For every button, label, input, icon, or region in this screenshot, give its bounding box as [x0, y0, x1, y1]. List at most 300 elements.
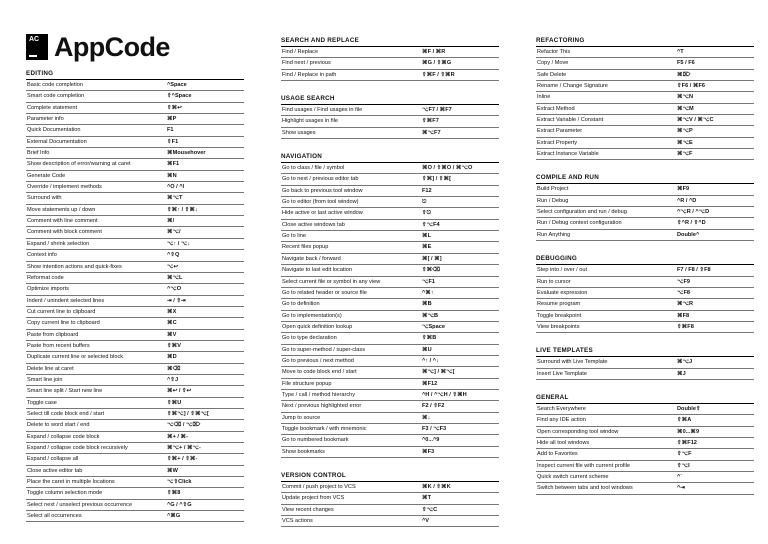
shortcut-row	[26, 500, 244, 511]
shortcut-keys: ⌘⌥J	[677, 359, 693, 366]
shortcut-row	[26, 227, 244, 238]
action-label: Override / implement methods	[27, 184, 102, 191]
shortcut-row	[281, 447, 499, 458]
shortcut-row	[536, 322, 754, 333]
action-label: Copy current line to clipboard	[27, 320, 100, 327]
shortcut-keys: ⌘F8	[677, 312, 690, 319]
shortcut-keys: F12	[422, 187, 432, 194]
shortcut-keys: ⌘⌥V / ⌘⌥C	[677, 117, 714, 124]
shortcut-keys: ⌘F12	[422, 380, 438, 387]
appcode-logo-icon	[26, 34, 48, 60]
shortcut-row	[281, 379, 499, 390]
shortcut-row	[536, 472, 754, 483]
shortcut-keys: ⌘⌥E	[677, 139, 693, 146]
shortcut-keys: ⌘⌥F7	[422, 129, 441, 136]
shortcut-keys: ^⌥R / ^⌥D	[677, 209, 710, 216]
shortcut-keys: ⌘↓	[422, 414, 431, 421]
shortcut-keys: ⌘⌥/	[167, 229, 181, 236]
shortcut-row	[536, 311, 754, 322]
shortcut-keys: ^G / ^⇧G	[167, 501, 192, 508]
shortcut-keys: ⌘⌦	[677, 71, 691, 78]
shortcut-keys: ⌘⌥R	[677, 301, 694, 308]
shortcut-row	[536, 357, 754, 368]
shortcut-keys: ⇧⌘↑ / ⇧⌘↓	[167, 206, 198, 213]
shortcut-keys: ⇥ / ⇧⇥	[167, 297, 186, 304]
shortcut-keys: ⌘D	[167, 354, 177, 361]
shortcut-row	[281, 345, 499, 356]
shortcut-row	[26, 114, 244, 125]
shortcut-row	[281, 105, 499, 116]
section-title: REFACTORING	[536, 37, 754, 47]
shortcut-keys: ⌘P	[167, 116, 177, 123]
action-label: Select next / unselect previous occurrence	[27, 501, 133, 508]
action-label: Complete statement	[27, 104, 78, 111]
shortcut-row	[281, 116, 499, 127]
shortcut-row	[281, 401, 499, 412]
shortcut-row	[281, 163, 499, 174]
action-label: Inspect current file with current profile	[537, 462, 630, 469]
shortcut-row	[281, 435, 499, 446]
shortcut-row	[26, 193, 244, 204]
shortcut-keys: ⌘F9	[677, 186, 690, 193]
action-label: Find usages / Find usages in file	[282, 107, 363, 114]
action-label: Parameter info	[27, 116, 64, 123]
shortcut-row	[26, 307, 244, 318]
logo-mark-text: AC	[29, 36, 40, 43]
shortcut-row	[26, 443, 244, 454]
shortcut-keys: ⌥F9	[677, 278, 690, 285]
shortcut-row	[26, 250, 244, 261]
shortcut-row	[536, 58, 754, 69]
shortcut-keys: ^`	[677, 473, 683, 480]
shortcut-row	[536, 92, 754, 103]
shortcut-row	[536, 299, 754, 310]
section-debugging	[536, 255, 754, 333]
action-label: Run to cursor	[537, 278, 571, 285]
action-label: Move statements up / down	[27, 206, 96, 213]
shortcut-keys: ⌘W	[167, 467, 178, 474]
section-title: EDITING	[26, 70, 244, 80]
shortcut-keys: ^0...^9	[422, 437, 440, 444]
action-label: Run / Debug context configuration	[537, 220, 622, 227]
shortcut-row	[281, 367, 499, 378]
shortcut-row	[281, 128, 499, 139]
action-label: Refactor This	[537, 49, 571, 55]
shortcut-row	[26, 466, 244, 477]
action-label: Find next / previous	[282, 60, 331, 67]
shortcut-keys: ⌘F / ⌘R	[422, 49, 446, 55]
shortcut-keys: ⌘J	[677, 370, 686, 377]
action-label: Place the caret in multiple locations	[27, 479, 115, 486]
shortcut-keys: ^T	[677, 49, 684, 55]
shortcut-row	[26, 239, 244, 250]
shortcut-row	[281, 505, 499, 516]
shortcut-keys: ⌘N	[167, 172, 177, 179]
action-label: Go to next / previous editor tab	[282, 176, 359, 183]
shortcut-keys: ⌘L	[422, 233, 432, 240]
shortcut-row	[536, 207, 754, 218]
action-label: Switch between tabs and tool windows	[537, 485, 633, 492]
action-label: Hide active or last active window	[282, 210, 363, 217]
shortcut-row	[26, 420, 244, 431]
shortcut-keys: ⇧⌥F	[677, 451, 692, 458]
shortcut-row	[536, 449, 754, 460]
shortcut-keys: ⇧⌘⌥] / ⇧⌘⌥[	[167, 410, 209, 417]
shortcut-keys: ^R / ^D	[677, 197, 697, 204]
shortcut-row	[26, 352, 244, 363]
action-label: View recent changes	[282, 506, 334, 513]
action-label: Run Anything	[537, 231, 571, 238]
action-label: Step into / over / out	[537, 267, 588, 274]
shortcut-keys: ⇧F6 / ⌘F6	[677, 83, 705, 90]
shortcut-row	[281, 333, 499, 344]
shortcut-row	[536, 415, 754, 426]
shortcut-row	[26, 386, 244, 397]
action-label: Next / previous highlighted error	[282, 403, 362, 410]
shortcut-keys: ⌘⌥N	[677, 94, 694, 101]
shortcut-row	[536, 369, 754, 380]
shortcut-row	[536, 265, 754, 276]
action-label: Toggle breakpoint	[537, 312, 582, 319]
shortcut-row	[26, 432, 244, 443]
shortcut-row	[281, 288, 499, 299]
shortcut-row	[26, 171, 244, 182]
section-title: LIVE TEMPLATES	[536, 347, 754, 357]
shortcut-row	[536, 438, 754, 449]
shortcut-keys: ⌘⌥L	[167, 274, 183, 281]
shortcut-row	[536, 218, 754, 229]
shortcut-keys: ⇧⌘U	[167, 399, 182, 406]
action-label: View breakpoints	[537, 323, 580, 330]
shortcut-keys: ⌘↩ / ⇧↩	[167, 388, 192, 395]
shortcut-row	[26, 148, 244, 159]
shortcut-keys: ⇧⎋	[422, 210, 432, 217]
shortcut-row	[281, 186, 499, 197]
action-label: Show description of error/warning at caret	[27, 161, 131, 168]
action-label: Paste from clipboard	[27, 331, 79, 338]
shortcut-row	[281, 70, 499, 81]
action-label: Expand / shrink selection	[27, 240, 90, 247]
shortcut-row	[281, 516, 499, 527]
action-label: Optimize imports	[27, 286, 69, 293]
shortcut-keys: ⌥⇧Click	[167, 479, 192, 486]
shortcut-keys: ⇧⌘B	[422, 335, 437, 342]
shortcut-row	[536, 70, 754, 81]
shortcut-row	[281, 242, 499, 253]
shortcut-row	[281, 390, 499, 401]
shortcut-row	[536, 81, 754, 92]
action-label: Close active windows tab	[282, 221, 345, 228]
shortcut-keys: ⌥Space	[422, 323, 445, 330]
shortcut-row	[281, 311, 499, 322]
shortcut-keys: ⇧⌘⌫	[422, 267, 441, 274]
section-live-templates	[536, 347, 754, 380]
action-label: Run / Debug	[537, 197, 569, 204]
shortcut-keys: ⇧⌘↩	[167, 104, 182, 111]
shortcut-keys: ⌥⌫ / ⌥⌦	[167, 422, 201, 429]
action-label: Show intention actions and quick-fixes	[27, 263, 122, 270]
shortcut-row	[536, 115, 754, 126]
column-middle	[281, 37, 499, 541]
action-label: Expand / collapse code block	[27, 433, 100, 440]
shortcut-row	[281, 208, 499, 219]
shortcut-row	[26, 375, 244, 386]
shortcut-keys: ⌘+ / ⌘-	[167, 433, 188, 440]
section-title: VERSION CONTROL	[281, 472, 499, 482]
shortcut-row	[281, 231, 499, 242]
shortcut-row	[281, 277, 499, 288]
shortcut-keys: ⌘T	[422, 495, 432, 502]
section-compile-and-run	[536, 174, 754, 241]
shortcut-keys: ⌥F7 / ⌘F7	[422, 107, 452, 114]
shortcut-row	[536, 461, 754, 472]
action-label: Safe Delete	[537, 71, 567, 78]
shortcut-keys: ⌥↩	[167, 263, 179, 270]
section-title: COMPILE AND RUN	[536, 174, 754, 184]
shortcut-row	[26, 454, 244, 465]
action-label: Update project from VCS	[282, 495, 345, 502]
action-label: Recent files popup	[282, 244, 329, 251]
shortcut-keys: ⌘⌫	[167, 365, 181, 372]
action-label: Open corresponding tool window	[537, 428, 619, 435]
shortcut-keys: ⇧⌘F12	[677, 439, 697, 446]
shortcut-row	[26, 262, 244, 273]
column-right	[536, 37, 754, 509]
shortcut-row	[26, 284, 244, 295]
shortcut-keys: F1	[167, 127, 174, 134]
shortcut-row	[536, 288, 754, 299]
shortcut-keys: ⌘⌥] / ⌘⌥[	[422, 369, 455, 376]
action-label: Go to class / file / symbol	[282, 165, 345, 172]
shortcut-row	[536, 230, 754, 241]
action-label: Delete line at caret	[27, 365, 74, 372]
shortcut-keys: ⌘E	[422, 244, 432, 251]
shortcut-row	[26, 398, 244, 409]
section-editing	[26, 70, 244, 522]
shortcut-keys: ⌘/	[167, 218, 175, 225]
shortcut-row	[536, 138, 754, 149]
logo	[26, 32, 170, 62]
action-label: Add to Favorites	[537, 451, 578, 458]
action-label: Quick Documentation	[27, 127, 81, 134]
action-label: Select configuration and run / debug	[537, 209, 627, 216]
action-label: Build Project	[537, 186, 569, 193]
shortcut-keys: ⌘[ / ⌘]	[422, 255, 442, 262]
action-label: Extract Property	[537, 139, 578, 146]
action-label: Go to implementation(s)	[282, 312, 342, 319]
shortcut-row	[281, 197, 499, 208]
shortcut-row	[281, 220, 499, 231]
action-label: Go to previous / next method	[282, 357, 354, 364]
action-label: Commit / push project to VCS	[282, 484, 356, 490]
section-search-and-replace	[281, 37, 499, 81]
shortcut-keys: ^⇧J	[167, 376, 179, 383]
shortcut-row	[536, 196, 754, 207]
shortcut-row	[26, 488, 244, 499]
shortcut-row	[536, 104, 754, 115]
shortcut-keys: ⇧⌘] / ⇧⌘[	[422, 176, 451, 183]
logo-name: AppCode	[54, 32, 170, 62]
action-label: Expand / collapse all	[27, 456, 79, 463]
action-label: Evaluate expression	[537, 289, 588, 296]
action-label: Highlight usages in file	[282, 118, 338, 125]
shortcut-keys: F7 / F8 / ⇧F8	[677, 267, 711, 274]
action-label: Navigate back / forward	[282, 255, 341, 262]
column-left	[26, 70, 244, 536]
shortcut-row	[281, 356, 499, 367]
shortcut-keys: ⇧^Space	[167, 93, 192, 100]
action-label: Reformat code	[27, 274, 64, 281]
shortcut-keys: ⇧⌘F8	[677, 323, 694, 330]
shortcut-keys: ⌘Mousehover	[167, 150, 206, 157]
action-label: Move to code block end / start	[282, 369, 357, 376]
shortcut-keys: ⌘⌥P	[677, 128, 693, 135]
shortcut-row	[26, 137, 244, 148]
shortcut-keys: F3 / ⌥F3	[422, 425, 447, 432]
shortcut-row	[536, 47, 754, 58]
action-label: Quick switch current scheme	[537, 473, 609, 480]
shortcut-keys: ^⌥O	[167, 286, 182, 293]
action-label: Rename / Change Signature	[537, 83, 608, 90]
shortcut-keys: ⇧⌥F4	[422, 221, 440, 228]
shortcut-keys: ⇧⌥I	[677, 462, 690, 469]
section-title: NAVIGATION	[281, 153, 499, 163]
shortcut-keys: ⌘⌥T	[167, 195, 183, 202]
shortcut-keys: ⌥F8	[677, 289, 690, 296]
shortcut-row	[281, 424, 499, 435]
shortcut-keys: ⌘G / ⇧⌘G	[422, 60, 452, 67]
action-label: Select current file or symbol in any view	[282, 278, 381, 285]
shortcut-keys: ⌘⌥+ / ⌘⌥-	[167, 445, 201, 451]
action-label: Find / Replace	[282, 49, 319, 55]
shortcut-keys: ^⌘↑	[422, 289, 434, 296]
shortcut-keys: ^O / ^I	[167, 184, 185, 191]
shortcut-row	[281, 493, 499, 504]
shortcut-row	[26, 364, 244, 375]
action-label: Go to numbered bookmark	[282, 437, 349, 444]
shortcut-keys: Double⇧	[677, 405, 701, 412]
shortcut-row	[26, 477, 244, 488]
shortcut-row	[281, 265, 499, 276]
shortcut-keys: ^⇥	[677, 485, 685, 492]
shortcut-row	[26, 273, 244, 284]
action-label: Go to editor (from tool window)	[282, 199, 359, 206]
action-label: Show usages	[282, 129, 316, 136]
section-title: USAGE SEARCH	[281, 95, 499, 105]
action-label: Brief Info	[27, 150, 50, 157]
shortcut-row	[536, 277, 754, 288]
action-label: Delete to word start / end	[27, 422, 90, 429]
shortcut-keys: ⇧⌘F / ⇧⌘R	[422, 71, 455, 78]
action-label: Toggle case	[27, 399, 57, 406]
shortcut-keys: ⌘K / ⇧⌘K	[422, 484, 451, 490]
shortcut-keys: F5 / F6	[677, 60, 695, 67]
section-usage-search	[281, 95, 499, 139]
action-label: Cut current line to clipboard	[27, 308, 96, 315]
action-label: Paste from recent buffers	[27, 342, 90, 349]
section-title: DEBUGGING	[536, 255, 754, 265]
shortcut-keys: ⌘V	[167, 331, 177, 338]
shortcut-keys: ⇧⌘V	[167, 342, 182, 349]
shortcut-keys: ⌘U	[422, 346, 432, 353]
shortcut-row	[26, 91, 244, 102]
shortcut-row	[26, 125, 244, 136]
shortcut-keys: ⌥↑ / ⌥↓	[167, 240, 191, 247]
action-label: Search Everywhere	[537, 405, 586, 412]
action-label: Context info	[27, 252, 57, 259]
action-label: Expand / collapse code block recursively	[27, 445, 128, 451]
shortcut-row	[536, 427, 754, 438]
shortcut-row	[26, 318, 244, 329]
shortcut-keys: ⇧⌘F7	[422, 118, 439, 125]
shortcut-keys: ⌘F3	[422, 448, 435, 455]
action-label: Hide all tool windows	[537, 439, 590, 446]
action-label: Toggle bookmark / with mnemonic	[282, 425, 367, 432]
shortcut-row	[536, 184, 754, 195]
action-label: File structure popup	[282, 380, 332, 387]
action-label: Go to type declaration	[282, 335, 337, 342]
shortcut-row	[26, 182, 244, 193]
shortcut-row	[26, 511, 244, 522]
shortcut-keys: ⌘⌥F	[677, 151, 693, 158]
shortcut-keys: ⇧⌘A	[677, 417, 692, 424]
shortcut-keys: ⇧F1	[167, 138, 179, 145]
action-label: Go back to previous tool window	[282, 187, 363, 194]
action-label: Inline	[537, 94, 551, 101]
action-label: Find / Replace in path	[282, 71, 337, 78]
shortcut-row	[26, 296, 244, 307]
shortcut-row	[281, 482, 499, 493]
shortcut-keys: ⌘0...⌘9	[677, 428, 700, 435]
shortcut-row	[281, 58, 499, 69]
shortcut-row	[536, 483, 754, 494]
section-version-control	[281, 472, 499, 527]
action-label: Smart line split / Start new line	[27, 388, 103, 395]
shortcut-keys: ⎋	[422, 199, 427, 206]
action-label: Duplicate current line or selected block	[27, 354, 124, 361]
section-navigation	[281, 153, 499, 458]
section-general	[536, 394, 754, 495]
action-label: Smart line join	[27, 376, 63, 383]
section-title: GENERAL	[536, 394, 754, 404]
shortcut-keys: ⇧⌘8	[167, 490, 181, 497]
action-label: VCS actions	[282, 518, 313, 525]
action-label: Navigate to last edit location	[282, 267, 352, 274]
shortcut-row	[281, 322, 499, 333]
shortcut-row	[536, 404, 754, 415]
shortcut-row	[26, 341, 244, 352]
shortcut-keys: ^⇧Q	[167, 252, 180, 259]
action-label: Extract Instance Variable	[537, 151, 599, 158]
shortcut-keys: ⌘B	[422, 301, 432, 308]
action-label: Type / call / method hierarchy	[282, 391, 356, 398]
action-label: Generate Code	[27, 172, 66, 179]
action-label: Surround with	[27, 195, 62, 202]
shortcut-row	[281, 254, 499, 265]
action-label: Comment with line comment	[27, 218, 98, 225]
shortcut-keys: ⌥F1	[422, 278, 435, 285]
action-label: Go to super-method / super-class	[282, 346, 366, 353]
shortcut-keys: ^H / ^⌥H / ⇧⌘H	[422, 391, 467, 398]
shortcut-row	[26, 103, 244, 114]
action-label: Indent / unindent selected lines	[27, 297, 105, 304]
shortcut-keys: ⌘X	[167, 308, 177, 315]
action-label: Comment with block comment	[27, 229, 102, 236]
action-label: Select till code block end / start	[27, 410, 105, 417]
action-label: Select all occurrences	[27, 513, 82, 520]
action-label: Find any IDE action	[537, 417, 586, 424]
action-label: Show bookmarks	[282, 448, 325, 455]
